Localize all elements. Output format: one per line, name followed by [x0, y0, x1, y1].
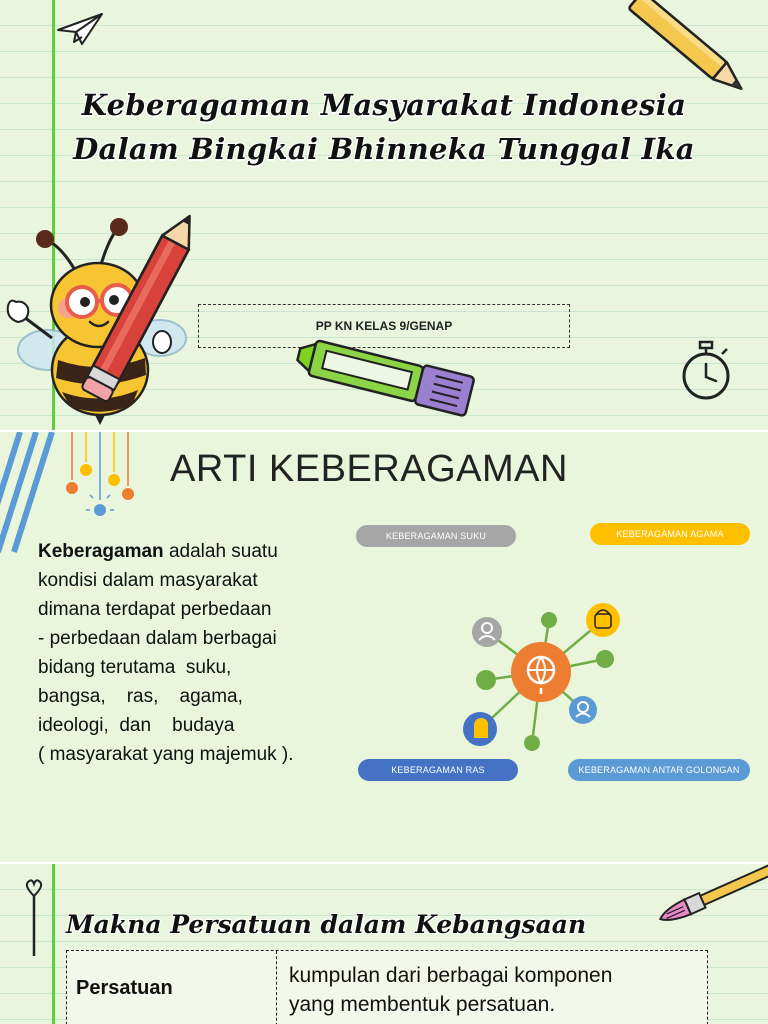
- paint-brush-icon: [652, 868, 768, 928]
- title-slide: [0, 0, 768, 430]
- definition-line: yang membentuk persatuan.: [289, 993, 556, 1016]
- meaning-table: [66, 950, 708, 1024]
- pill-keberagaman-suku: KEBERAGAMAN SUKU: [356, 525, 516, 547]
- heart-doodle-icon: [22, 878, 46, 958]
- meaning-slide: [0, 864, 768, 1024]
- title-line-1: Keberagaman Masyarakat Indonesia: [81, 88, 687, 122]
- pill-keberagaman-ras: KEBERAGAMAN RAS: [358, 759, 518, 781]
- definition-paragraph: [38, 537, 310, 769]
- diagonal-stripes-decoration: [0, 432, 50, 552]
- paragraph-line: adalah suatu: [163, 541, 278, 562]
- paragraph-line: bidang terutama suku,: [38, 657, 232, 678]
- definition-slide: [0, 432, 768, 862]
- title-line-2: Dalam Bingkai Bhinneka Tunggal Ika: [73, 132, 695, 166]
- pill-keberagaman-agama: KEBERAGAMAN AGAMA: [590, 523, 750, 545]
- definition-cell: [289, 961, 699, 1019]
- section-heading: ARTI KEBERAGAMAN: [170, 448, 568, 490]
- term-persatuan: Persatuan: [76, 977, 173, 999]
- definition-line: kumpulan dari berbagai komponen: [289, 964, 613, 987]
- paragraph-line: dimana terdapat perbedaan: [38, 599, 272, 620]
- light-bulbs-icon: [62, 432, 142, 537]
- paragraph-line: ( masyarakat yang majemuk ).: [38, 744, 294, 765]
- term-cell: [67, 951, 277, 1024]
- paragraph-line: kondisi dalam masyarakat: [38, 570, 258, 591]
- subtitle-text: PP KN KELAS 9/GENAP: [315, 319, 453, 333]
- highlighter-marker-icon: [290, 340, 480, 430]
- paragraph-line: bangsa, ras, agama,: [38, 686, 243, 707]
- bee-mascot-icon: [0, 210, 210, 425]
- paragraph-line: ideologi, dan budaya: [38, 715, 235, 736]
- paragraph-line: - perbedaan dalam berbagai: [38, 628, 277, 649]
- diversity-hub-diagram: [440, 592, 640, 752]
- pill-keberagaman-antar-golongan: KEBERAGAMAN ANTAR GOLONGAN: [568, 759, 750, 781]
- stopwatch-icon: [678, 340, 734, 402]
- section-heading: Makna Persatuan dalam Kebangsaan: [66, 910, 587, 939]
- notebook-margin-line: [52, 864, 55, 1024]
- paper-plane-icon: [56, 10, 106, 48]
- term-keberagaman: Keberagaman: [38, 541, 164, 562]
